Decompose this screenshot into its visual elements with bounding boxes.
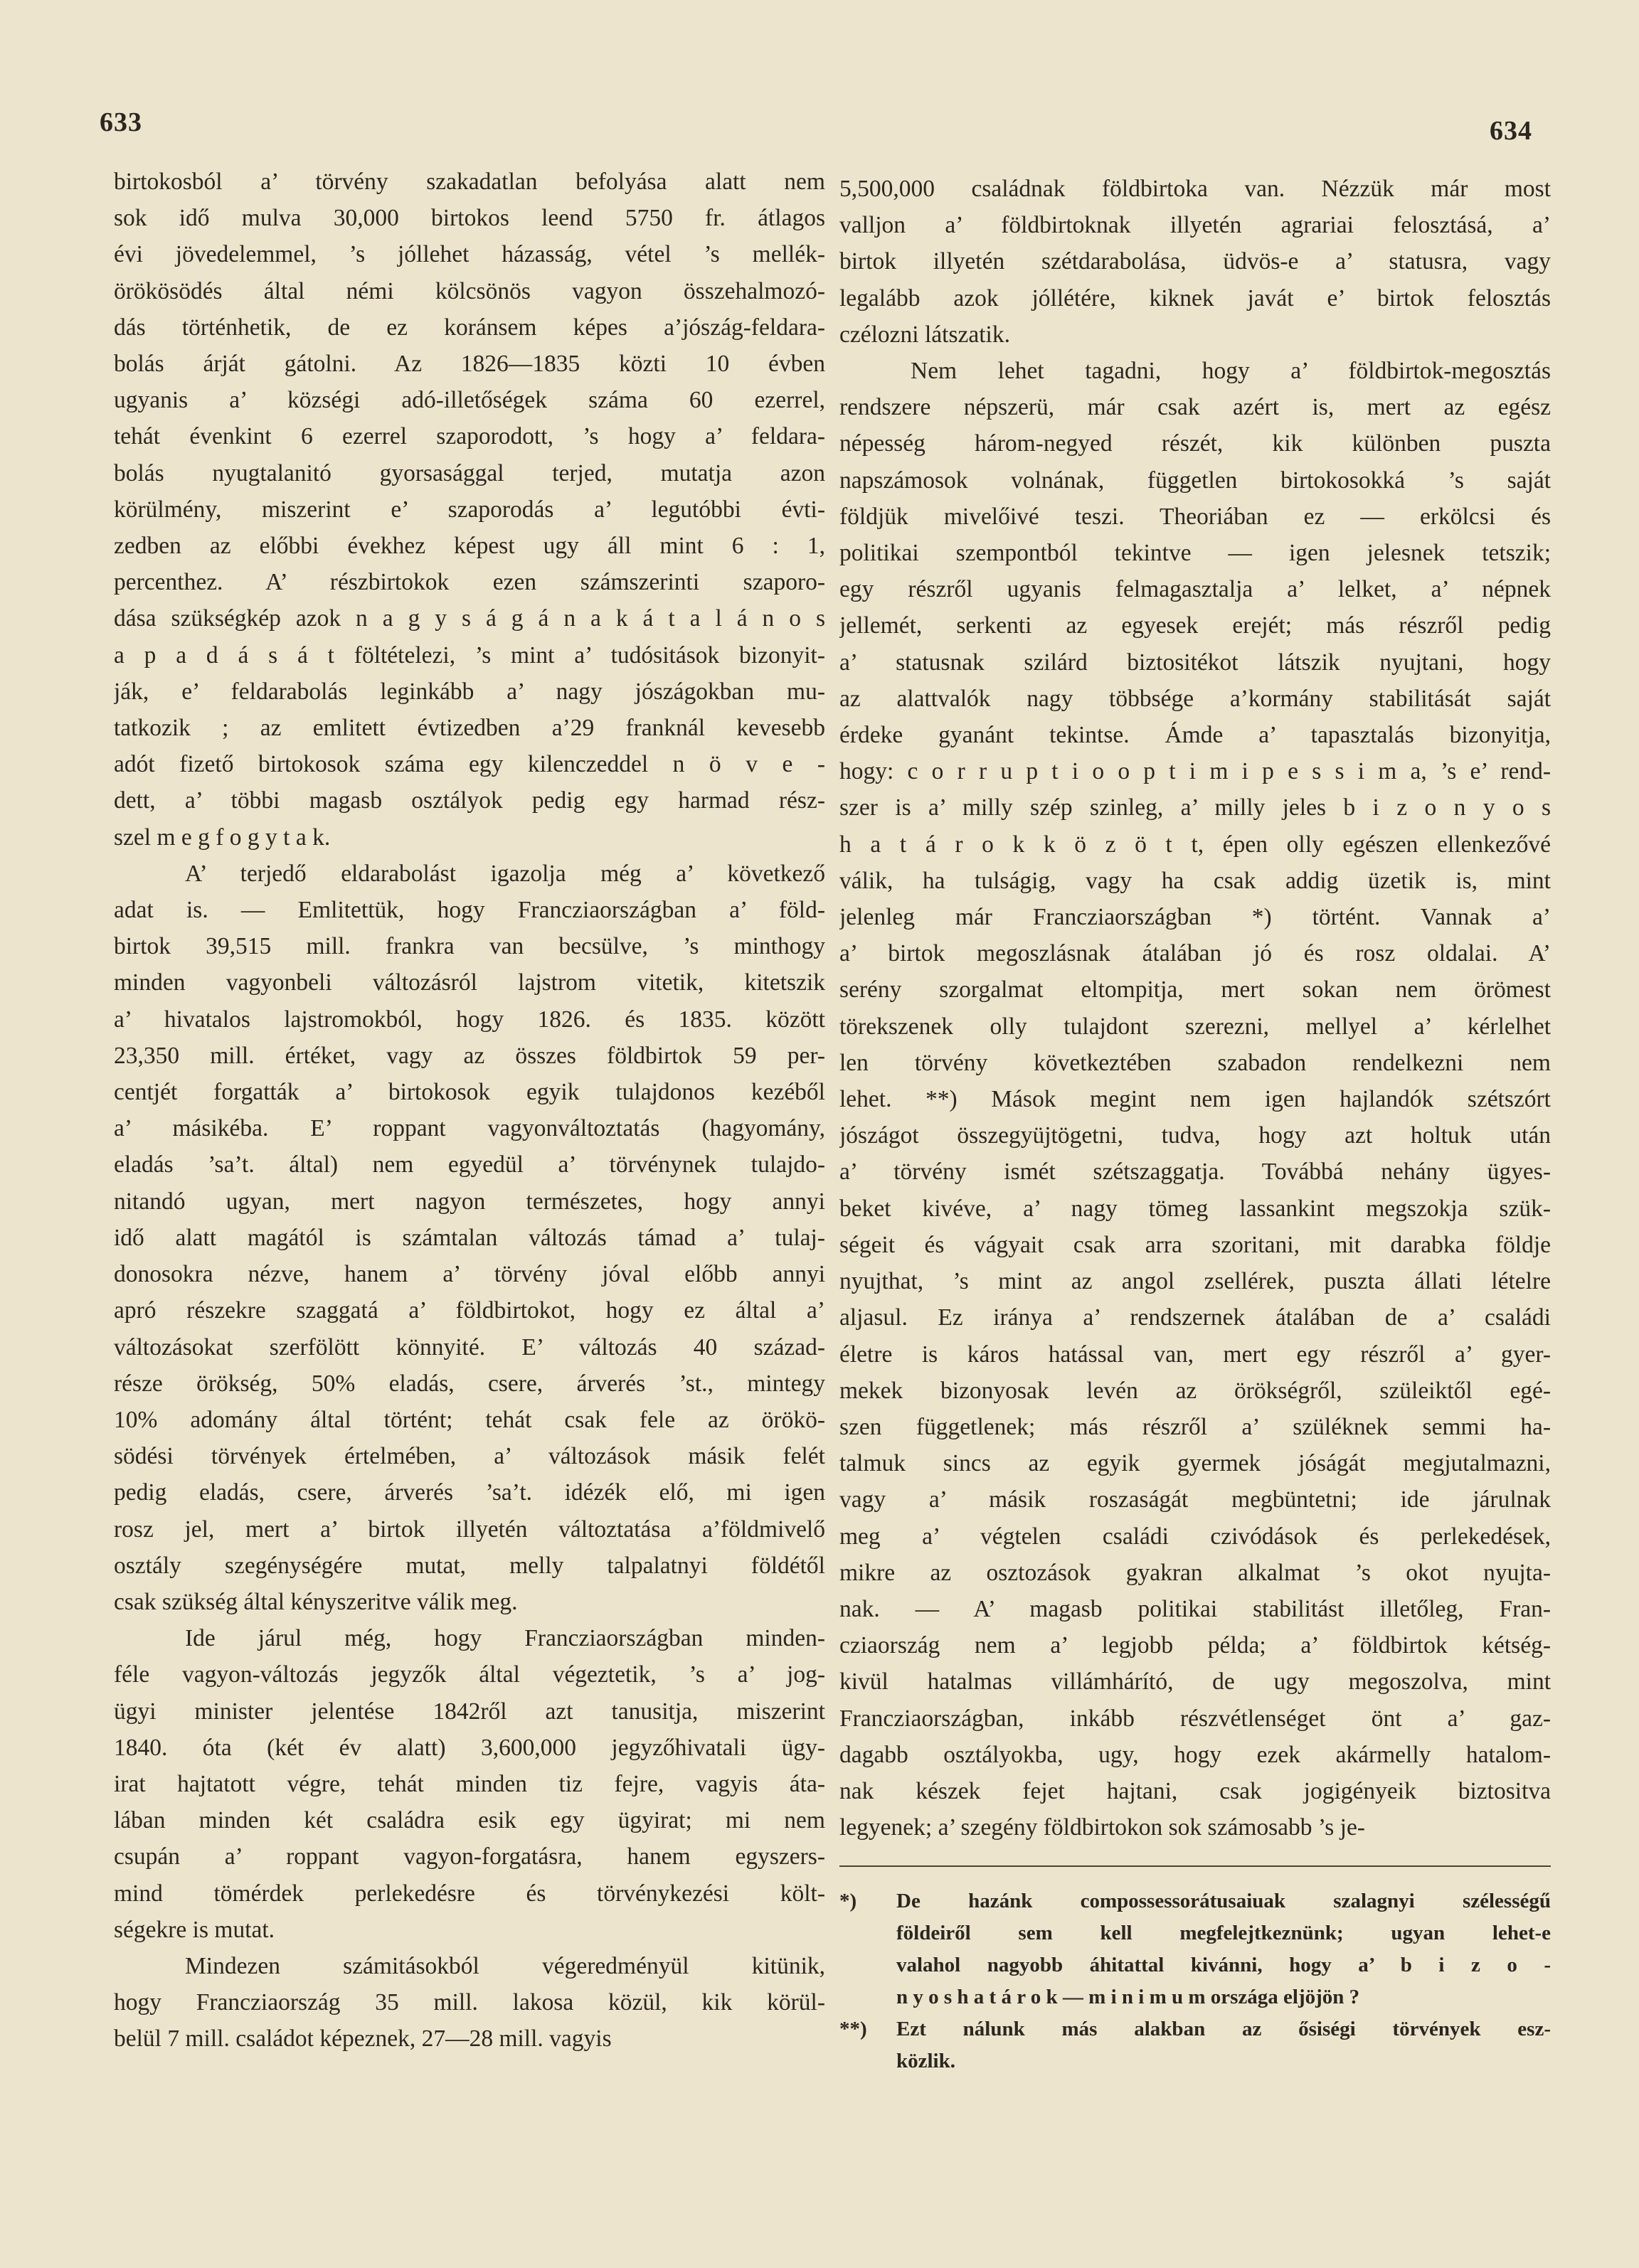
- text-line: adót fizető birtokosok száma egy kilenczeddel n ö v e -: [114, 751, 825, 778]
- text-line: lában minden két családra esik egy ügyirat; mi nem: [114, 1807, 825, 1834]
- text-line: 1840. óta (két év alatt) 3,600,000 jegyzőhivatali ügy-: [114, 1734, 825, 1761]
- text-line: czélozni látszatik.: [839, 321, 1010, 348]
- text-line: birtok illyetén szétdarabolása, üdvös-e a’ statusra, vagy: [839, 248, 1551, 275]
- left-column: [114, 164, 825, 2057]
- text-line: 5,500,000 családnak földbirtoka van. Nézzük már most: [839, 176, 1551, 202]
- footnote-line: közlik.: [896, 2050, 955, 2073]
- text-line: sok idő mulva 30,000 birtokos leend 5750 fr. átlagos: [114, 205, 825, 232]
- text-line: serény szorgalmat eltompitja, mert sokan nem örömest: [839, 976, 1551, 1003]
- text-line: csak szükség által kényszeritve válik meg.: [114, 1588, 518, 1615]
- text-line: a p a d á s á t föltételezi, ’s mint a’ tudósitások bizonyit-: [114, 641, 825, 669]
- footnote-line: [839, 1885, 1551, 1917]
- footnote: [839, 1885, 1551, 2013]
- text-line: csupán a’ roppant vagyon-forgatásra, hanem egyszers-: [114, 1843, 825, 1870]
- paragraph: [839, 353, 1551, 1846]
- text-line: nitandó ugyan, mert nagyon természetes, hogy annyi: [114, 1188, 825, 1215]
- text-line: 10% adomány által történt; tehát csak fele az örökö-: [114, 1406, 825, 1433]
- text-line: a’ törvény ismét szétszaggatja. Továbbá nehány ügyes-: [839, 1159, 1551, 1186]
- text-line: A’ terjedő eldarabolást igazolja még a’ következő: [185, 860, 825, 887]
- text-line: centjét forgatták a’ birtokosok egyik tulajdonos kezéből: [114, 1079, 825, 1106]
- text-line: cziaország nem a’ legjobb példa; a’ földbirtok kétség-: [839, 1632, 1551, 1659]
- text-line: szen függetlenek; más részről a’ szüléknek semmi ha-: [839, 1413, 1551, 1440]
- text-line: valljon a’ földbirtoknak illyetén agrariai felosztásá, a’: [839, 212, 1551, 239]
- text-line: hogy Francziaország 35 mill. lakosa közül, kik körül-: [114, 1989, 825, 2016]
- text-line: osztály szegénységére mutat, melly talpalatnyi földétől: [114, 1552, 825, 1579]
- text-line: vagy a’ másik roszaságát megbüntetni; ide járulnak: [839, 1486, 1551, 1513]
- text-line: idő alatt magától is számtalan változás támad a’ tulaj-: [114, 1224, 825, 1251]
- text-line: Ide járul még, hogy Francziaországban minden-: [185, 1625, 825, 1652]
- text-line: apró részekre szaggatá a’ földbirtokot, hogy ez által a’: [114, 1297, 825, 1324]
- text-line: jószágot összegyüjtögetni, tudva, hogy azt holtuk után: [839, 1122, 1551, 1149]
- text-line: bolás árját gátolni. Az 1826—1835 közti 10 évben: [114, 351, 825, 378]
- text-line: örökösödés által némi kölcsönös vagyon összehalmozó-: [114, 277, 825, 304]
- text-line: része örökség, 50% eladás, csere, árverés ’st., mintegy: [114, 1370, 825, 1397]
- text-line: eladás ’sa’t. által) nem egyedül a’ törvénynek tulajdo-: [114, 1151, 825, 1178]
- text-line: nak. — A’ magasb politikai stabilitást illetőleg, Fran-: [839, 1595, 1551, 1622]
- text-line: dagabb osztályokba, ugy, hogy ezek akármelly hatalom-: [839, 1741, 1551, 1768]
- text-line: az alattvalók nagy többsége a’kormány stabilitását saját: [839, 685, 1551, 712]
- text-line: dása szükségkép azok n a g y s á g á n a k á t a l á n o s: [114, 605, 825, 632]
- text-line: beket kivéve, a’ nagy tömeg lassankint megszokja szük-: [839, 1195, 1551, 1222]
- text-line: politikai szempontból tekintve — igen jelesnek tetszik;: [839, 540, 1551, 567]
- text-line: legalább azok jóllétére, kiknek javát e’ birtok felosztás: [839, 284, 1551, 312]
- text-line: rendszere népszerü, már csak azért is, mert az egész: [839, 394, 1551, 421]
- paragraph: [839, 171, 1551, 353]
- paragraph: [114, 1620, 825, 1948]
- text-line: érdeke gyanánt tekintse. Ámde a’ tapasztalás bizonyitja,: [839, 722, 1551, 749]
- text-line: dás történhetik, de ez koránsem képes a’jószág-feldara-: [114, 314, 825, 341]
- footnote-line: valahol nagyobb áhitattal kivánni, hogy a’ b i z o -: [896, 1954, 1551, 1977]
- text-line: szel m e g f o g y t a k.: [114, 824, 331, 851]
- text-line: Nem lehet tagadni, hogy a’ földbirtok-megosztás: [911, 358, 1551, 385]
- text-line: körülmény, miszerint e’ szaporodás a’ legutóbbi évti-: [114, 496, 825, 523]
- page-number-right: 634: [1490, 116, 1532, 146]
- text-line: a’ statusnak szilárd biztositékot látszik nyujtani, hogy: [839, 649, 1551, 676]
- text-line: tatkozik ; az emlitett évtizedben a’29 franknál kevesebb: [114, 715, 825, 742]
- text-line: södési törvények értelmében, a’ változások másik felét: [114, 1443, 825, 1470]
- text-line: földjük mivelőivé teszi. Theoriában ez — erkölcsi és: [839, 503, 1551, 530]
- text-line: donosokra nézve, hanem a’ törvény jóval előbb annyi: [114, 1261, 825, 1288]
- text-line: hogy: c o r r u p t i o o p t i m i p e s s i m a, ’s e’ rend-: [839, 758, 1551, 785]
- text-line: napszámosok volnának, független birtokosokká ’s saját: [839, 467, 1551, 494]
- paragraph: [114, 164, 825, 856]
- text-line: ügyi minister jelentése 1842ről azt tanusitja, miszerint: [114, 1698, 825, 1725]
- footnotes: [839, 1885, 1551, 2077]
- text-line: nak készek fejet hajtani, csak jogigényeik biztositva: [839, 1777, 1551, 1804]
- text-line: évi jövedelemmel, ’s jóllehet házasság, vétel ’s mellék-: [114, 241, 825, 268]
- text-line: Mindezen számitásokból végeredményül kitünik,: [185, 1952, 825, 1979]
- text-line: birtok 39,515 mill. frankra van becsülve, ’s minthogy: [114, 933, 825, 960]
- footnote-mark: *): [839, 1890, 857, 1913]
- text-line: mikre az osztozások gyakran alkalmat ’s okot nyujta-: [839, 1559, 1551, 1586]
- text-line: ják, e’ feldarabolás leginkább a’ nagy jószágokban mu-: [114, 678, 825, 705]
- text-line: irat hajtatott végre, tehát minden tiz fejre, vagyis áta-: [114, 1770, 825, 1797]
- text-line: változásokat szerfölött könnyité. E’ változás 40 század-: [114, 1333, 825, 1361]
- text-line: egy részről ugyanis felmagasztalja a’ lelket, a’ népnek: [839, 576, 1551, 603]
- text-line: népesség három-negyed részét, kik különben puszta: [839, 430, 1551, 457]
- text-line: talmuk sincs az egyik gyermek jóságát megjutalmazni,: [839, 1450, 1551, 1477]
- text-line: mekek bizonyosak levén az örökségről, szüleiktől egé-: [839, 1377, 1551, 1404]
- text-line: jelenleg már Francziaországban *) történt. Vannak a’: [839, 904, 1551, 931]
- text-line: len törvény következtében szabadon rendelkezni nem: [839, 1049, 1551, 1076]
- text-line: nyujthat, ’s mint az angol zsellérek, puszta állati lételre: [839, 1268, 1551, 1295]
- text-line: Francziaországban, inkább részvétlenséget önt a’ gaz-: [839, 1705, 1551, 1732]
- text-line: legyenek; a’ szegény földbirtokon sok számosabb ’s je-: [839, 1814, 1365, 1841]
- text-line: dett, a’ többi magasb osztályok pedig egy harmad rész-: [114, 787, 825, 814]
- text-line: lehet. **) Mások megint nem igen hajlandók szétszórt: [839, 1086, 1551, 1113]
- text-line: mind tömérdek perlekedésre és törvénykezési költ-: [114, 1880, 825, 1907]
- footnote-mark: **): [839, 2018, 867, 2041]
- footnote-line: [839, 2013, 1551, 2045]
- text-line: a’ birtok megoszlásnak átalában jó és rosz oldalai. A’: [839, 940, 1551, 967]
- text-line: bolás nyugtalanitó gyorsasággal terjed, mutatja azon: [114, 459, 825, 486]
- text-line: belül 7 mill. családot képeznek, 27—28 mill. vagyis: [114, 2025, 612, 2053]
- text-line: törekszenek olly tulajdont szerezni, mellyel a’ kérlelhet: [839, 1013, 1551, 1040]
- text-line: féle vagyon-változás jegyzők által végeztetik, ’s a’ jog-: [114, 1661, 825, 1688]
- text-line: rosz jel, mert a’ birtok illyetén változtatása a’földmivelő: [114, 1516, 825, 1543]
- text-line: ségeit és vágyait csak arra szoritani, mit darabka földje: [839, 1231, 1551, 1258]
- text-line: ségekre is mutat.: [114, 1916, 275, 1943]
- text-line: válik, ha tulságig, vagy ha csak addig üzetik is, mint: [839, 867, 1551, 894]
- text-line: kivül hatalmas villámhárító, de ugy megoszolva, mint: [839, 1668, 1551, 1695]
- text-line: tehát évenkint 6 ezerrel szaporodott, ’s hogy a’ feldara-: [114, 423, 825, 450]
- text-line: aljasul. Ez iránya a’ rendszernek átalában de a’ családi: [839, 1304, 1551, 1331]
- paragraph: [114, 1948, 825, 2057]
- paragraph: [114, 856, 825, 1620]
- text-line: ugyanis a’ községi adó-illetőségek száma 60 ezerrel,: [114, 387, 825, 414]
- text-line: minden vagyonbeli változásról lajstrom vitetik, kitetszik: [114, 969, 825, 996]
- text-line: pedig eladás, csere, árverés ’sa’t. idézék elő, mi igen: [114, 1479, 825, 1506]
- text-line: h a t á r o k k ö z ö t t, épen olly egészen ellenkezővé: [839, 831, 1551, 858]
- text-line: zedben az előbbi évekhez képest ugy áll mint 6 : 1,: [114, 533, 825, 560]
- page-number-left: 633: [100, 107, 142, 137]
- footnote-line: földeiről sem kell megfelejtkeznünk; ugyan lehet-e: [896, 1922, 1551, 1945]
- text-line: adat is. — Emlitettük, hogy Francziaországban a’ föld-: [114, 897, 825, 924]
- text-line: 23,350 mill. értéket, vagy az összes földbirtok 59 per-: [114, 1042, 825, 1069]
- footnote-text: De hazánk compossessorátusaiuak szalagnyi szélességű: [896, 1890, 1551, 1913]
- text-line: percenthez. A’ részbirtokok ezen számszerinti szaporo-: [114, 569, 825, 596]
- text-line: jellemét, serkenti az egyesek erejét; más részről pedig: [839, 612, 1551, 639]
- footnote-text: Ezt nálunk más alakban az ősiségi törvények esz-: [896, 2018, 1551, 2041]
- footnote-line: n y o s h a t á r o k — m i n i m u m országa eljöjön ?: [896, 1986, 1360, 2009]
- text-line: szer is a’ milly szép szinleg, a’ milly jeles b i z o n y o s: [839, 794, 1551, 821]
- text-line: meg a’ végtelen családi czivódások és perlekedések,: [839, 1523, 1551, 1550]
- text-line: a’ hivatalos lajstromokból, hogy 1826. és 1835. között: [114, 1006, 825, 1033]
- text-line: birtokosból a’ törvény szakadatlan befolyása alatt nem: [114, 169, 825, 195]
- footnote: [839, 2013, 1551, 2077]
- right-column: [839, 171, 1551, 2077]
- text-line: életre is káros hatással van, mert egy részről a’ gyer-: [839, 1341, 1551, 1368]
- footnote-divider: [839, 1865, 1551, 1867]
- text-line: a’ másikéba. E’ roppant vagyonváltoztatás (hagyomány,: [114, 1115, 825, 1142]
